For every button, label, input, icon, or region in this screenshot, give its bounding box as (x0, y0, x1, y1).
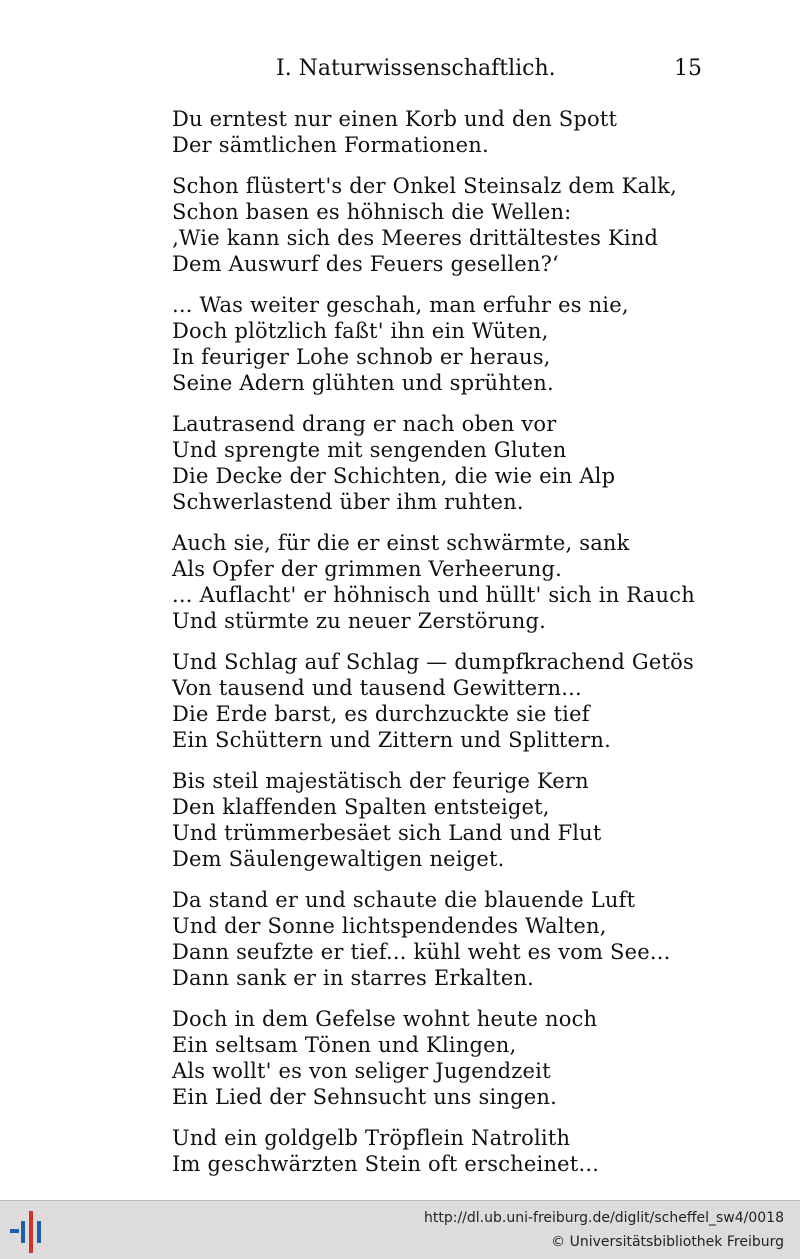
poem-line: Und stürmte zu neuer Zerstörung. (172, 609, 546, 633)
stanza (172, 106, 772, 158)
poem-line: Ein Schüttern und Zittern und Splittern. (172, 728, 611, 752)
poem-line: Dann sank er in starres Erkalten. (172, 966, 535, 990)
stanza (172, 1006, 772, 1110)
poem-line: Als Opfer der grimmen Verheerung. (172, 557, 563, 581)
poem-line: Und der Sonne lichtspendendes Walten, (172, 914, 607, 938)
poem-line: Ein seltsam Tönen und Klingen, (172, 1033, 517, 1057)
poem-line: Schon basen es höhnisch die Wellen: (172, 200, 572, 224)
poem-line: Die Decke der Schichten, die wie ein Alp (172, 464, 616, 488)
stanza (172, 649, 772, 753)
poem-line: Der sämtlichen Formationen. (172, 133, 489, 157)
footer-bar (0, 1200, 800, 1259)
poem-line: Und ein goldgelb Tröpflein Natrolith (172, 1126, 571, 1150)
poem-line: Da stand er und schaute die blauende Luft (172, 888, 636, 912)
stanza (172, 1125, 772, 1177)
poem-line: Die Erde barst, es durchzuckte sie tief (172, 702, 590, 726)
poem-line: Und trümmerbesäet sich Land und Flut (172, 821, 602, 845)
poem-line: Doch plötzlich faßt' ihn ein Wüten, (172, 319, 549, 343)
poem-line: Schon flüstert's der Onkel Steinsalz dem Kalk, (172, 174, 677, 198)
poem-line: Dann seufzte er tief... kühl weht es vom See... (172, 940, 671, 964)
stanza (172, 768, 772, 872)
poem-line: Doch in dem Gefelse wohnt heute noch (172, 1007, 598, 1031)
poem-line: Als wollt' es von seliger Jugendzeit (172, 1059, 551, 1083)
poem-line: Dem Säulengewaltigen neiget. (172, 847, 505, 871)
poem-line: Ein Lied der Sehnsucht uns singen. (172, 1085, 557, 1109)
poem-line: Lautrasend drang er nach oben vor (172, 412, 557, 436)
stanza (172, 292, 772, 396)
library-logo-icon[interactable] (8, 1209, 50, 1255)
stanza (172, 173, 772, 277)
poem-line: Den klaffenden Spalten entsteiget, (172, 795, 550, 819)
poem-line: Bis steil majestätisch der feurige Kern (172, 769, 589, 793)
poem (172, 106, 772, 1192)
poem-line: Dem Auswurf des Feuers gesellen?‘ (172, 252, 559, 276)
running-header: I. Naturwissenschaftlich. (276, 56, 556, 81)
poem-line: Von tausend und tausend Gewittern... (172, 676, 582, 700)
copyright-notice: © Universitätsbibliothek Freiburg (551, 1234, 784, 1250)
poem-line: Und sprengte mit sengenden Gluten (172, 438, 567, 462)
poem-line: Du erntest nur einen Korb und den Spott (172, 107, 618, 131)
poem-line: ... Was weiter geschah, man erfuhr es nie, (172, 293, 629, 317)
poem-line: Und Schlag auf Schlag — dumpfkrachend Getös (172, 650, 694, 674)
stanza (172, 887, 772, 991)
poem-line: In feuriger Lohe schnob er heraus, (172, 345, 551, 369)
poem-line: Seine Adern glühten und sprühten. (172, 371, 554, 395)
poem-line: ... Auflacht' er höhnisch und hüllt' sich in Rauch (172, 583, 695, 607)
poem-line: ‚Wie kann sich des Meeres drittältestes Kind (172, 226, 659, 250)
poem-line: Schwerlastend über ihm ruhten. (172, 490, 524, 514)
stanza (172, 530, 772, 634)
poem-line: Im geschwärzten Stein oft erscheinet... (172, 1152, 600, 1176)
stanza (172, 411, 772, 515)
poem-line: Auch sie, für die er einst schwärmte, sank (172, 531, 630, 555)
source-url-link[interactable]: http://dl.ub.uni-freiburg.de/diglit/scheffel_sw4/0018 (424, 1210, 784, 1226)
page-number: 15 (674, 56, 702, 81)
